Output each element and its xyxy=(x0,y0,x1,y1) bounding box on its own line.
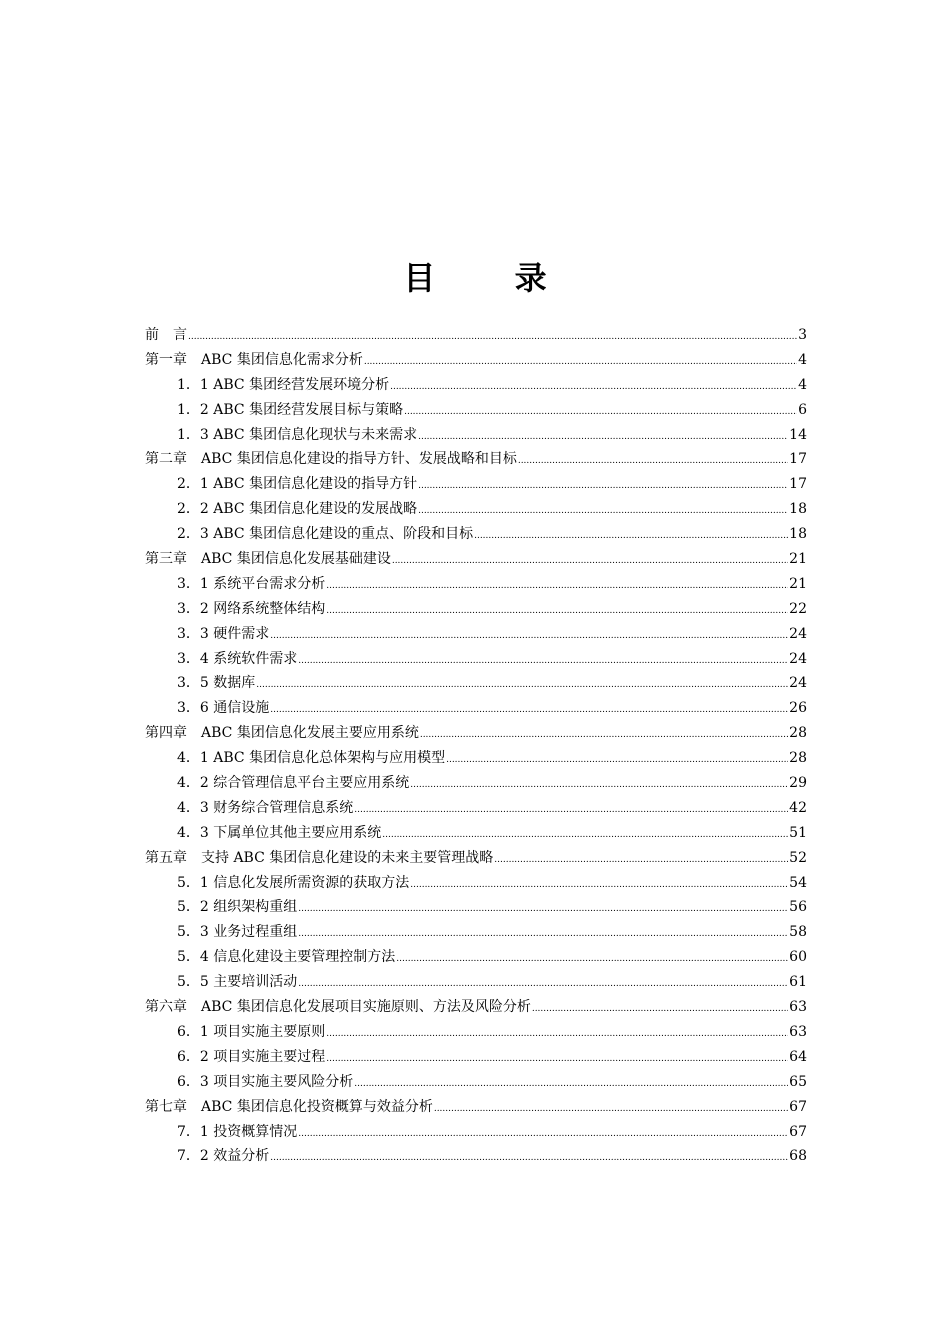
toc-page-number: 56 xyxy=(789,899,807,916)
toc-entry-title: 4．1 ABC 集团信息化总体架构与应用模型 xyxy=(177,750,446,767)
toc-page-number: 28 xyxy=(789,750,807,767)
toc-page-number: 21 xyxy=(789,575,807,592)
toc-entry-title: 3．4 系统软件需求 xyxy=(177,650,298,667)
toc-section-entry[interactable] xyxy=(145,1121,807,1146)
toc-section-entry[interactable] xyxy=(145,523,807,548)
toc-page-number: 17 xyxy=(789,451,807,468)
toc-dot-leader xyxy=(396,954,788,964)
toc-section-entry[interactable] xyxy=(145,648,807,673)
toc-dot-leader xyxy=(410,880,788,890)
toc-page-number: 67 xyxy=(789,1098,807,1115)
toc-section-entry[interactable] xyxy=(145,946,807,971)
toc-dot-leader xyxy=(404,407,797,417)
toc-entry-title: 5．5 主要培训活动 xyxy=(177,974,298,991)
toc-dot-leader xyxy=(434,1104,788,1114)
toc-dot-leader xyxy=(256,680,788,690)
toc-section-entry[interactable] xyxy=(145,399,807,424)
toc-entry-title: 第七章 ABC 集团信息化投资概算与效益分析 xyxy=(145,1098,433,1115)
toc-dot-leader xyxy=(270,705,788,715)
toc-page-number: 24 xyxy=(789,625,807,642)
table-of-contents xyxy=(145,324,807,1170)
toc-section-entry[interactable] xyxy=(145,424,807,449)
toc-dot-leader xyxy=(326,581,788,591)
toc-entry-title: 4．3 下属单位其他主要应用系统 xyxy=(177,824,382,841)
toc-page-number: 24 xyxy=(789,650,807,667)
toc-dot-leader xyxy=(188,332,797,342)
toc-page-number: 68 xyxy=(789,1148,807,1165)
toc-dot-leader xyxy=(418,506,788,516)
toc-chapter-entry[interactable] xyxy=(145,722,807,747)
toc-dot-leader xyxy=(390,382,797,392)
toc-entry-title: 2．2 ABC 集团信息化建设的发展战略 xyxy=(177,501,418,518)
toc-dot-leader xyxy=(418,481,788,491)
toc-section-entry[interactable] xyxy=(145,672,807,697)
toc-dot-leader xyxy=(298,929,788,939)
toc-entry-title: 6．3 项目实施主要风险分析 xyxy=(177,1073,354,1090)
toc-section-entry[interactable] xyxy=(145,921,807,946)
toc-chapter-entry[interactable] xyxy=(145,996,807,1021)
toc-entry-title: 1．2 ABC 集团经营发展目标与策略 xyxy=(177,401,404,418)
toc-entry-title: 第四章 ABC 集团信息化发展主要应用系统 xyxy=(145,725,419,742)
toc-section-entry[interactable] xyxy=(145,747,807,772)
toc-chapter-entry[interactable] xyxy=(145,349,807,374)
toc-section-entry[interactable] xyxy=(145,1046,807,1071)
toc-entry-title: 1．1 ABC 集团经营发展环境分析 xyxy=(177,376,390,393)
toc-dot-leader xyxy=(418,432,788,442)
toc-section-entry[interactable] xyxy=(145,896,807,921)
toc-dot-leader xyxy=(298,1129,788,1139)
toc-entry-title: 3．1 系统平台需求分析 xyxy=(177,575,326,592)
toc-page-number: 63 xyxy=(789,1023,807,1040)
toc-entry-title: 5．1 信息化发展所需资源的获取方法 xyxy=(177,874,410,891)
toc-section-entry[interactable] xyxy=(145,822,807,847)
toc-chapter-entry[interactable] xyxy=(145,448,807,473)
toc-dot-leader xyxy=(494,855,788,865)
toc-page-number: 51 xyxy=(789,824,807,841)
toc-entry-title: 第二章 ABC 集团信息化建设的指导方针、发展战略和目标 xyxy=(145,451,517,468)
toc-page-number: 64 xyxy=(789,1048,807,1065)
toc-entry-title: 2．1 ABC 集团信息化建设的指导方针 xyxy=(177,476,418,493)
toc-entry-title: 5．4 信息化建设主要管理控制方法 xyxy=(177,949,396,966)
toc-entry-title: 1．3 ABC 集团信息化现状与未来需求 xyxy=(177,426,418,443)
toc-page-number: 18 xyxy=(789,526,807,543)
toc-section-entry[interactable] xyxy=(145,498,807,523)
toc-page-number: 21 xyxy=(789,551,807,568)
toc-section-entry[interactable] xyxy=(145,1071,807,1096)
toc-dot-leader xyxy=(474,531,788,541)
toc-section-entry[interactable] xyxy=(145,1021,807,1046)
toc-chapter-entry[interactable] xyxy=(145,548,807,573)
toc-entry-title: 第五章 支持 ABC 集团信息化建设的未来主要管理战略 xyxy=(145,849,494,866)
toc-dot-leader xyxy=(326,1029,788,1039)
toc-entry-title: 6．1 项目实施主要原则 xyxy=(177,1023,326,1040)
toc-page-number: 60 xyxy=(789,949,807,966)
toc-entry-title: 2．3 ABC 集团信息化建设的重点、阶段和目标 xyxy=(177,526,474,543)
toc-entry-title: 3．5 数据库 xyxy=(177,675,256,692)
toc-page-number: 54 xyxy=(789,874,807,891)
toc-page-number: 6 xyxy=(798,401,807,418)
toc-dot-leader xyxy=(392,556,788,566)
toc-page-number: 52 xyxy=(789,849,807,866)
toc-page-number: 4 xyxy=(798,351,807,368)
toc-entry-title: 3．3 硬件需求 xyxy=(177,625,270,642)
toc-entry-title: 前 言 xyxy=(145,327,187,343)
toc-page-number: 17 xyxy=(789,476,807,493)
toc-dot-leader xyxy=(420,730,788,740)
toc-dot-leader xyxy=(298,656,788,666)
toc-entry-title: 4．2 综合管理信息平台主要应用系统 xyxy=(177,775,410,792)
toc-section-entry[interactable] xyxy=(145,697,807,722)
toc-page-number: 58 xyxy=(789,924,807,941)
toc-dot-leader xyxy=(354,1079,788,1089)
toc-section-entry[interactable] xyxy=(145,573,807,598)
toc-dot-leader xyxy=(298,904,788,914)
toc-entry-title: 5．3 业务过程重组 xyxy=(177,924,298,941)
toc-page-number: 24 xyxy=(789,675,807,692)
toc-page-number: 65 xyxy=(789,1073,807,1090)
toc-dot-leader xyxy=(382,830,788,840)
toc-dot-leader xyxy=(518,456,788,466)
toc-section-entry[interactable] xyxy=(145,772,807,797)
toc-section-entry[interactable] xyxy=(145,797,807,822)
toc-chapter-entry[interactable] xyxy=(145,324,807,349)
toc-entry-title: 5．2 组织架构重组 xyxy=(177,899,298,916)
toc-page-number: 4 xyxy=(798,376,807,393)
toc-dot-leader xyxy=(298,979,788,989)
toc-entry-title: 第一章 ABC 集团信息化需求分析 xyxy=(145,351,363,368)
toc-section-entry[interactable] xyxy=(145,374,807,399)
toc-dot-leader xyxy=(326,606,788,616)
toc-entry-title: 7．2 效益分析 xyxy=(177,1148,270,1165)
toc-dot-leader xyxy=(354,805,788,815)
toc-dot-leader xyxy=(326,1054,788,1064)
toc-entry-title: 3．6 通信设施 xyxy=(177,700,270,717)
toc-dot-leader xyxy=(410,780,788,790)
toc-dot-leader xyxy=(532,1004,788,1014)
toc-page-number: 14 xyxy=(789,426,807,443)
toc-page-number: 3 xyxy=(798,327,807,343)
toc-chapter-entry[interactable] xyxy=(145,1096,807,1121)
toc-entry-title: 4．3 财务综合管理信息系统 xyxy=(177,799,354,816)
toc-page-number: 63 xyxy=(789,999,807,1016)
toc-section-entry[interactable] xyxy=(145,872,807,897)
toc-dot-leader xyxy=(270,1153,788,1163)
toc-page-number: 42 xyxy=(789,799,807,816)
toc-entry-title: 第六章 ABC 集团信息化发展项目实施原则、方法及风险分析 xyxy=(145,999,531,1016)
toc-section-entry[interactable] xyxy=(145,1145,807,1170)
toc-page-number: 28 xyxy=(789,725,807,742)
toc-page-number: 22 xyxy=(789,600,807,617)
toc-dot-leader xyxy=(364,357,797,367)
toc-page-number: 67 xyxy=(789,1123,807,1140)
toc-section-entry[interactable] xyxy=(145,473,807,498)
toc-entry-title: 第三章 ABC 集团信息化发展基础建设 xyxy=(145,551,391,568)
toc-dot-leader xyxy=(446,755,788,765)
toc-page-number: 18 xyxy=(789,501,807,518)
toc-title: 目 录 xyxy=(403,259,581,297)
toc-chapter-entry[interactable] xyxy=(145,847,807,872)
toc-entry-title: 6．2 项目实施主要过程 xyxy=(177,1048,326,1065)
toc-entry-title: 7．1 投资概算情况 xyxy=(177,1123,298,1140)
toc-dot-leader xyxy=(270,631,788,641)
toc-section-entry[interactable] xyxy=(145,971,807,996)
toc-page-number: 26 xyxy=(789,700,807,717)
toc-page-number: 29 xyxy=(789,775,807,792)
toc-section-entry[interactable] xyxy=(145,623,807,648)
toc-page-number: 61 xyxy=(789,974,807,991)
toc-entry-title: 3．2 网络系统整体结构 xyxy=(177,600,326,617)
toc-section-entry[interactable] xyxy=(145,598,807,623)
